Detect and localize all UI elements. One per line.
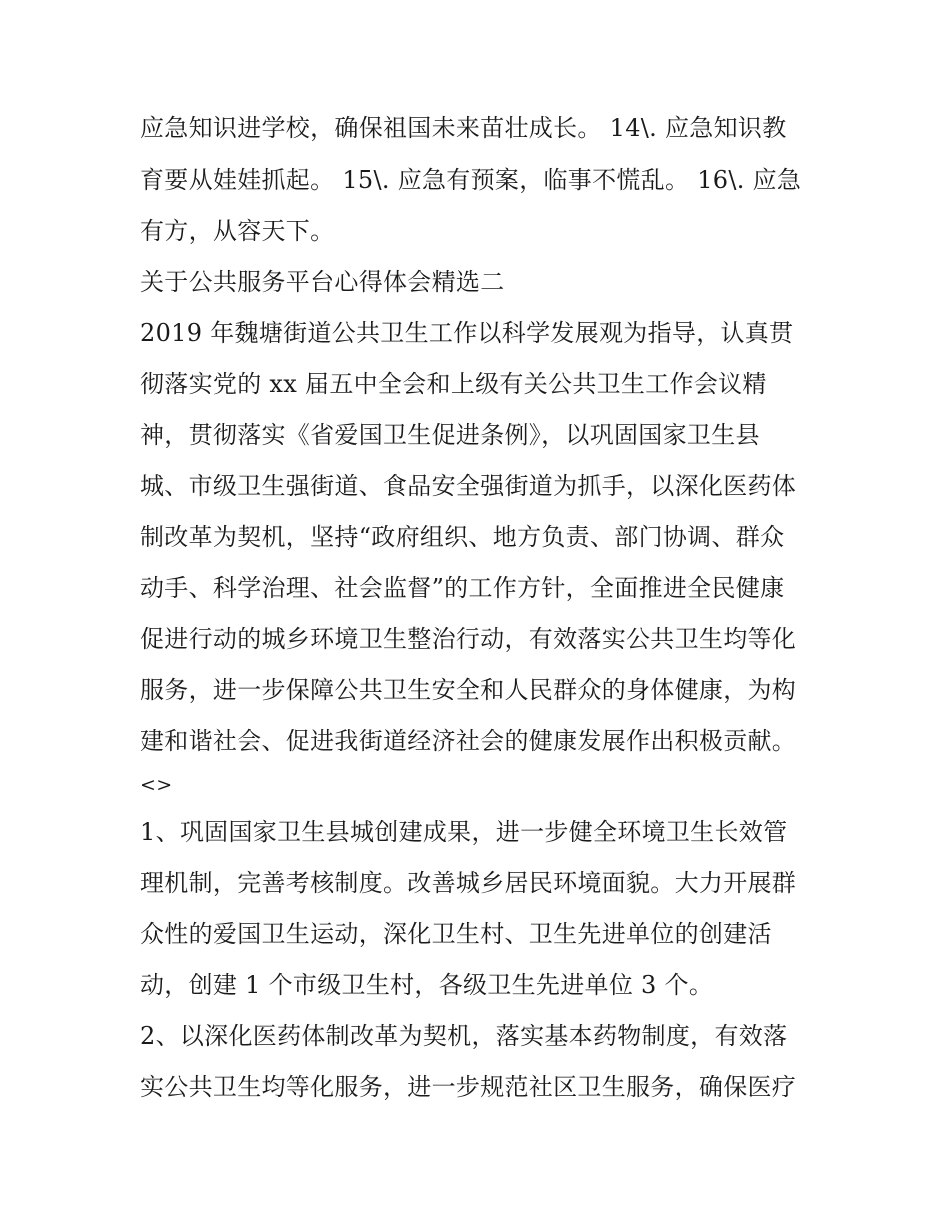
- text-line: 众性的爱国卫生运动，深化卫生村、卫生先进单位的创建活: [140, 920, 772, 948]
- text-line: 彻落实党的 xx 届五中全会和上级有关公共卫生工作会议精: [140, 370, 767, 398]
- text-line: 服务，进一步保障公共卫生安全和人民群众的身体健康，为构: [140, 676, 797, 704]
- section-heading: 关于公共服务平台心得体会精选二: [140, 268, 505, 296]
- text-line: 制改革为契机，坚持“政府组织、地方负责、部门协调、群众: [140, 523, 785, 551]
- text-line: 促进行动的城乡环境卫生整治行动，有效落实公共卫生均等化: [140, 625, 797, 653]
- text-line: 实公共卫生均等化服务，进一步规范社区卫生服务，确保医疗: [140, 1073, 797, 1101]
- text-line: 动手、科学治理、社会监督”的工作方针，全面推进全民健康: [140, 574, 785, 602]
- list-item: 2、以深化医药体制改革为契机，落实基本药物制度，有效落: [140, 1022, 788, 1050]
- text-line: 神，贯彻落实《省爱国卫生促进条例》，以巩固国家卫生县: [140, 421, 760, 449]
- text-line: <>: [140, 774, 173, 796]
- text-line: 建和谐社会、促进我街道经济社会的健康发展作出积极贡献。: [140, 727, 797, 755]
- text-line: 育要从娃娃抓起。 15\. 应急有预案，临事不慌乱。 16\. 应急: [140, 166, 802, 194]
- text-line: 有方，从容天下。: [140, 217, 335, 245]
- text-line: 2019 年魏塘街道公共卫生工作以科学发展观为指导，认真贯: [140, 319, 794, 347]
- text-line: 城、市级卫生强街道、食品安全强街道为抓手，以深化医药体: [140, 472, 797, 500]
- text-line: 应急知识进学校，确保祖国未来苗壮成长。 14\. 应急知识教: [140, 114, 787, 142]
- text-line: 理机制，完善考核制度。改善城乡居民环境面貌。大力开展群: [140, 869, 797, 897]
- text-line: 动，创建 1 个市级卫生村，各级卫生先进单位 3 个。: [140, 971, 714, 999]
- list-item: 1、巩固国家卫生县城创建成果，进一步健全环境卫生长效管: [140, 818, 788, 846]
